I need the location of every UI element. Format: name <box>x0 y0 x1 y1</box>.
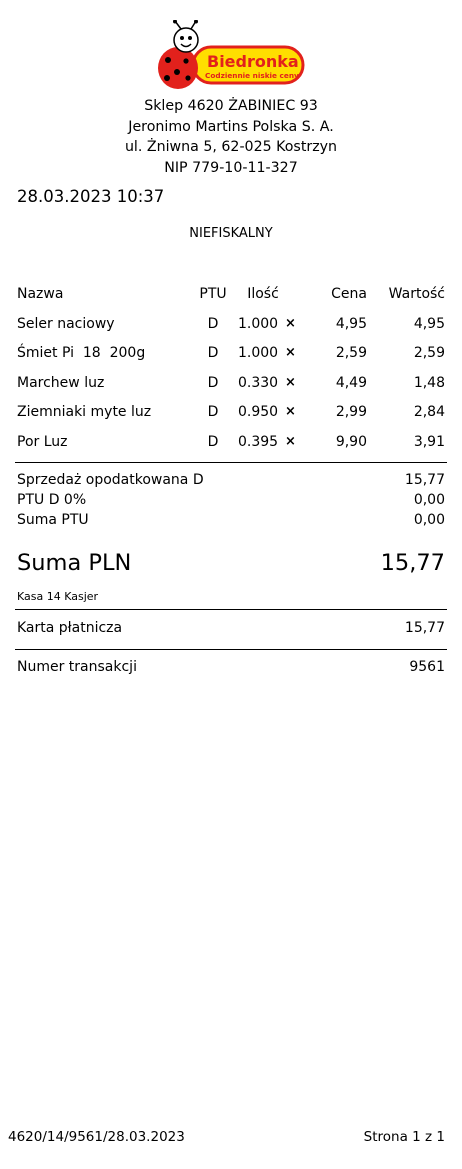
header-ptu: PTU <box>199 286 227 302</box>
transaction-number: 9561 <box>409 659 445 675</box>
item-name: Śmiet Pi 18 200g <box>17 345 146 361</box>
logo-tagline-text: Codziennie niskie ceny <box>205 71 299 80</box>
biedronka-logo <box>153 20 313 92</box>
divider <box>15 609 447 610</box>
grand-total-row <box>17 550 445 580</box>
payment-value: 15,77 <box>404 620 445 636</box>
item-qty: 0.950 <box>238 404 279 420</box>
item-name: Por Luz <box>17 434 68 450</box>
item-value: 3,91 <box>413 434 445 450</box>
store-name: Sklep 4620 ŻABINIEC 93 <box>144 98 318 114</box>
item-value: 2,59 <box>413 345 445 361</box>
tax-id: NIP 779-10-11-327 <box>164 159 298 176</box>
table-row <box>17 375 445 395</box>
ptu-sum-row <box>17 512 445 532</box>
item-qty: 0.395 <box>238 434 279 450</box>
item-name: Marchew luz <box>17 375 105 391</box>
item-price: 4,95 <box>335 316 367 332</box>
receipt-id: 4620/14/9561/28.03.2023 <box>8 1129 185 1145</box>
header-value: Wartość <box>388 286 445 302</box>
transaction-row <box>17 659 445 679</box>
item-price: 4,49 <box>335 375 367 391</box>
times-icon: × <box>285 404 296 419</box>
times-icon: × <box>285 316 296 331</box>
transaction-label: Numer transakcji <box>17 659 137 675</box>
item-price: 2,59 <box>335 345 367 361</box>
item-ptu: D <box>207 404 219 420</box>
times-icon: × <box>285 375 296 390</box>
table-row <box>17 434 445 454</box>
taxed-sale-label: Sprzedaż opodatkowana D <box>17 472 204 488</box>
ptu-rate-row <box>17 492 445 512</box>
ptu-rate-value: 0,00 <box>413 492 445 508</box>
item-value: 2,84 <box>413 404 445 420</box>
grand-total-value: 15,77 <box>380 550 445 576</box>
table-row <box>17 316 445 336</box>
page-number: Strona 1 z 1 <box>363 1129 445 1145</box>
divider <box>15 649 447 650</box>
taxed-sale-value: 15,77 <box>404 472 445 488</box>
item-qty: 1.000 <box>238 345 279 361</box>
company-name: Jeronimo Martins Polska S. A. <box>128 118 334 135</box>
item-value: 1,48 <box>413 375 445 391</box>
table-row <box>17 404 445 424</box>
store-info <box>0 96 462 178</box>
header-qty: Ilość <box>247 286 279 302</box>
item-qty: 0.330 <box>238 375 279 391</box>
ptu-sum-value: 0,00 <box>413 512 445 528</box>
item-ptu: D <box>207 434 219 450</box>
item-qty: 1.000 <box>238 316 279 332</box>
payment-label: Karta płatnicza <box>17 620 123 636</box>
header-name: Nazwa <box>17 286 64 302</box>
receipt-datetime: 28.03.2023 10:37 <box>17 187 165 206</box>
item-ptu: D <box>207 345 219 361</box>
item-ptu: D <box>207 316 219 332</box>
item-name: Ziemniaki myte luz <box>17 404 152 420</box>
nonfiscal-label: NIEFISKALNY <box>189 226 273 241</box>
cashier-info: Kasa 14 Kasjer <box>17 590 99 603</box>
item-price: 2,99 <box>335 404 367 420</box>
table-header <box>17 286 445 306</box>
taxed-sale-row <box>17 472 445 492</box>
logo-brand-text: Biedronka <box>207 52 299 71</box>
item-ptu: D <box>207 375 219 391</box>
ladybug-icon <box>158 20 198 89</box>
table-row <box>17 345 445 365</box>
item-price: 9,90 <box>335 434 367 450</box>
times-icon: × <box>285 345 296 360</box>
item-value: 4,95 <box>413 316 445 332</box>
ptu-rate-label: PTU D 0% <box>17 492 87 508</box>
payment-row <box>17 620 445 640</box>
store-address: ul. Żniwna 5, 62-025 Kostrzyn <box>124 139 338 155</box>
item-name: Seler naciowy <box>17 316 115 332</box>
times-icon: × <box>285 434 296 449</box>
grand-total-label: Suma PLN <box>17 550 132 576</box>
header-price: Cena <box>331 286 367 302</box>
ptu-sum-label: Suma PTU <box>17 512 89 528</box>
divider <box>15 462 447 463</box>
